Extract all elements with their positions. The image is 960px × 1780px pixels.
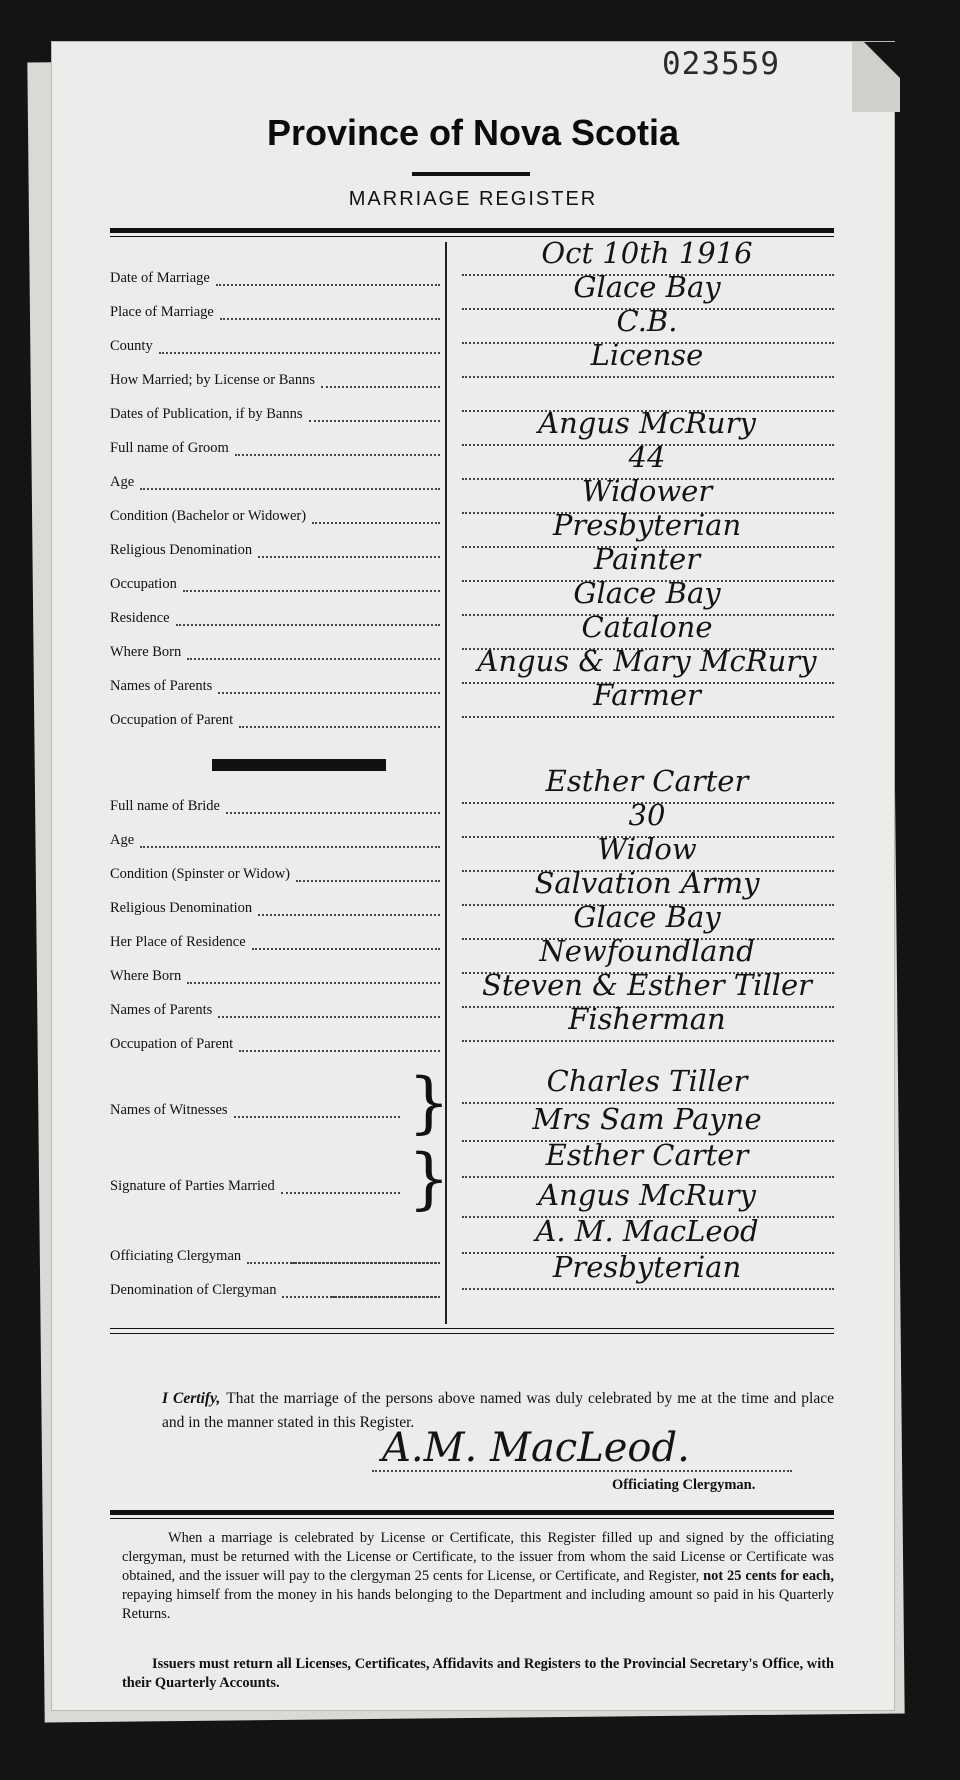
value-groom-age: 44 xyxy=(628,440,666,474)
value-county: C.B. xyxy=(616,304,678,338)
field-label-groom-parent-occupation: Occupation of Parent xyxy=(110,712,440,729)
value-date-of-marriage: Oct 10th 1916 xyxy=(541,236,753,270)
value-bride-parents: Steven & Esther Tiller xyxy=(482,968,812,1002)
field-label-groom-occupation: Occupation xyxy=(110,576,440,593)
certify-body: That the marriage of the persons above named was duly celebrated by me at the time and place and in the manner stated in this Register. xyxy=(162,1390,834,1431)
bride-section-separator xyxy=(212,759,386,771)
value-groom-name: Angus McRury xyxy=(538,406,756,440)
register-page xyxy=(52,42,894,1710)
value-witness-2: Mrs Sam Payne xyxy=(532,1102,762,1136)
field-label-bride-parents: Names of Parents xyxy=(110,1002,440,1019)
page-title: Province of Nova Scotia xyxy=(266,112,680,153)
value-groom-residence: Glace Bay xyxy=(573,576,721,610)
value-place-of-marriage: Glace Bay xyxy=(573,270,721,304)
field-label-groom-parents: Names of Parents xyxy=(110,678,440,695)
field-label-groom-residence: Residence xyxy=(110,610,440,627)
field-label-groom-name: Full name of Groom xyxy=(110,440,440,457)
field-label-place-of-marriage: Place of Marriage xyxy=(110,304,440,321)
value-groom-religion: Presbyterian xyxy=(552,508,742,542)
value-line xyxy=(462,376,834,378)
label-dots xyxy=(290,1116,400,1118)
value-groom-parent-occupation: Farmer xyxy=(593,678,701,712)
issuers-instruction: Issuers must return all Licenses, Certificates, Affidavits and Registers to the Provincial Secretary's Office, with their Quarterly Accounts. xyxy=(122,1656,834,1691)
field-label-groom-religion: Religious Denomination xyxy=(110,542,440,559)
label-dots xyxy=(332,1296,440,1298)
top-rule xyxy=(110,228,834,233)
field-label-signatures: Signature of Parties Married xyxy=(110,1178,400,1195)
folded-corner xyxy=(852,42,900,112)
value-witness-1: Charles Tiller xyxy=(546,1064,748,1098)
value-line xyxy=(462,1288,834,1290)
field-label-bride-religion: Religious Denomination xyxy=(110,900,440,917)
title-rule xyxy=(412,172,530,176)
signatures-brace: } xyxy=(408,1140,450,1217)
field-label-bride-birthplace: Where Born xyxy=(110,968,440,985)
value-bride-condition: Widow xyxy=(597,832,697,866)
register-number: 023559 xyxy=(662,46,780,82)
value-line xyxy=(462,716,834,718)
value-groom-parents: Angus & Mary McRury xyxy=(477,644,817,678)
value-bride-parent-occupation: Fisherman xyxy=(568,1002,726,1036)
certify-lead: I Certify, xyxy=(162,1390,221,1407)
value-how-married: License xyxy=(590,338,704,372)
field-label-how-married: How Married; by License or Banns xyxy=(110,372,440,389)
field-label-clergy-denomination: Denomination of Clergyman xyxy=(110,1282,440,1299)
field-label-dates-of-publication: Dates of Publication, if by Banns xyxy=(110,406,440,423)
value-bride-birthplace: Newfoundland xyxy=(539,934,755,968)
page-subtitle: MARRIAGE REGISTER xyxy=(348,188,598,210)
signature-line xyxy=(372,1470,792,1472)
label-dots xyxy=(292,1262,440,1264)
field-label-bride-condition: Condition (Spinster or Widow) xyxy=(110,866,440,883)
notice-rule xyxy=(110,1510,834,1515)
field-label-bride-name: Full name of Bride xyxy=(110,798,440,815)
field-label-witnesses: Names of Witnesses xyxy=(110,1102,400,1119)
notice-emphasis: not 25 cents for each, xyxy=(703,1568,835,1584)
value-line xyxy=(462,1040,834,1042)
value-signature-groom: Angus McRury xyxy=(538,1178,756,1212)
notice-text-2: repaying himself from the money in his hands belonging to the Department and including amount so paid in his Quarterly Returns. xyxy=(122,1587,834,1622)
field-label-groom-age: Age xyxy=(110,474,440,491)
section-rule xyxy=(110,1333,834,1334)
section-rule xyxy=(110,1328,834,1329)
clergyman-signature: A.M. MacLeod. xyxy=(382,1425,690,1471)
value-clergy-denomination: Presbyterian xyxy=(552,1250,742,1284)
field-label-officiating-clergyman: Officiating Clergyman xyxy=(110,1248,440,1265)
notice-text-1: When a marriage is celebrated by License or Certificate, this Register filled up and signed by the officiating clergyman, must be returned with the License or Certificate, to the issuer from whom the said License or Certificate was obtained, and the issuer will pay to the clergyman 25 cents for License, or Certificate, and Register, xyxy=(122,1530,834,1584)
value-bride-religion: Salvation Army xyxy=(534,866,760,900)
value-groom-birthplace: Catalone xyxy=(581,610,713,644)
value-groom-occupation: Painter xyxy=(593,542,701,576)
value-officiating-clergyman: A. M. MacLeod xyxy=(535,1214,759,1248)
value-groom-condition: Widower xyxy=(581,474,713,508)
value-bride-age: 30 xyxy=(628,798,666,832)
field-label-date-of-marriage: Date of Marriage xyxy=(110,270,440,287)
notice-paragraph xyxy=(122,1529,834,1624)
field-label-bride-parent-occupation: Occupation of Parent xyxy=(110,1036,440,1053)
field-label-bride-residence: Her Place of Residence xyxy=(110,934,440,951)
field-label-groom-birthplace: Where Born xyxy=(110,644,440,661)
signature-caption: Officiating Clergyman. xyxy=(612,1477,756,1493)
value-signature-bride: Esther Carter xyxy=(545,1138,749,1172)
value-bride-name: Esther Carter xyxy=(545,764,749,798)
field-label-county: County xyxy=(110,338,440,355)
notice-rule-thin xyxy=(110,1518,834,1519)
value-bride-residence: Glace Bay xyxy=(573,900,721,934)
field-label-groom-condition: Condition (Bachelor or Widower) xyxy=(110,508,440,525)
field-label-bride-age: Age xyxy=(110,832,440,849)
witnesses-brace: } xyxy=(408,1064,450,1141)
